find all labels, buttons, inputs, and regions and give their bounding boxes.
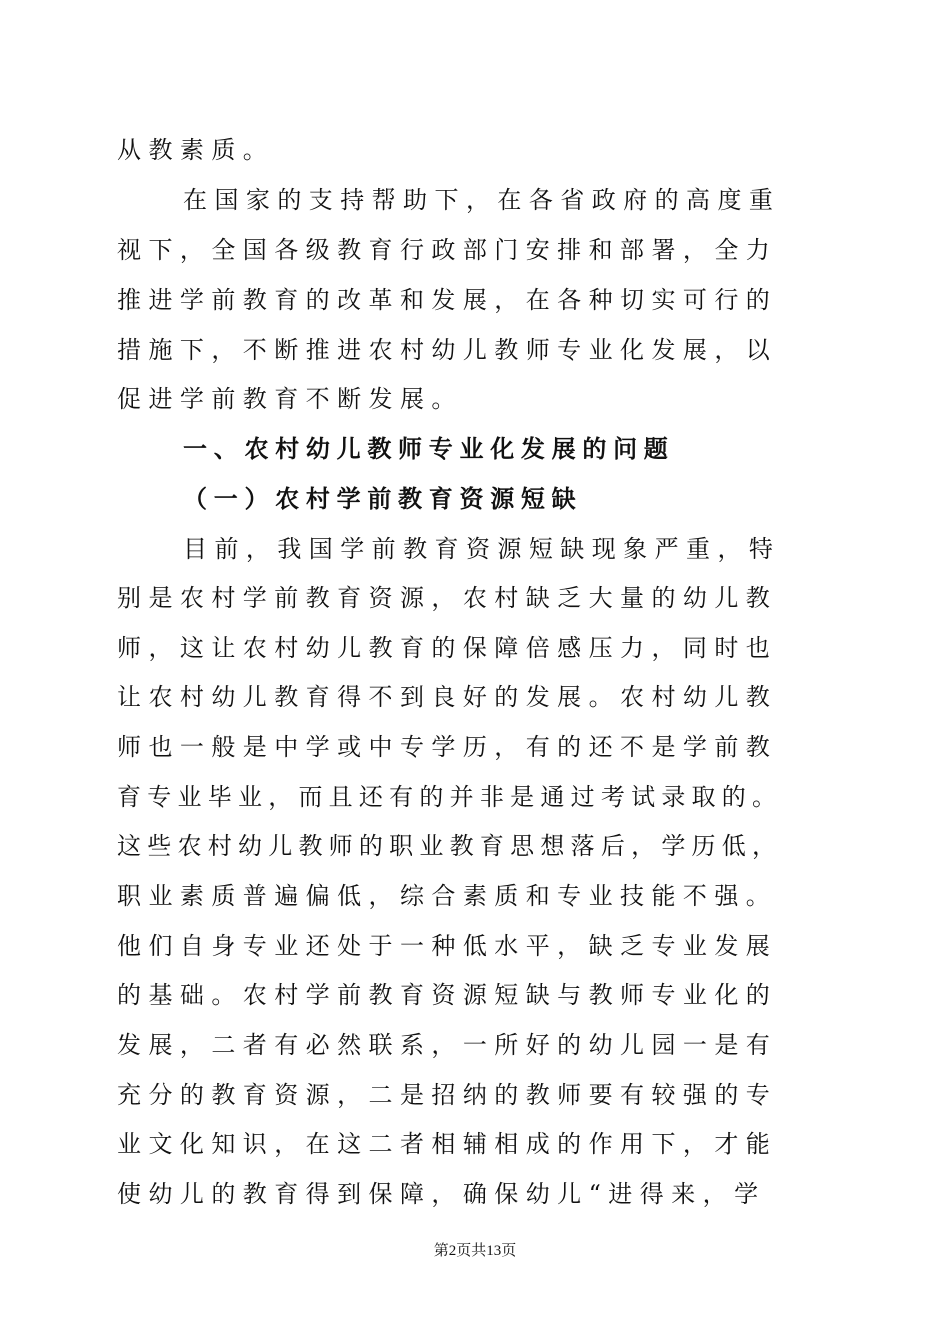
text-line: 职业素质普遍偏低，综合素质和专业技能不强。 xyxy=(117,882,778,910)
text-line: 视下，全国各级教育行政部门安排和部署，全力 xyxy=(117,236,778,264)
text-line: 育专业毕业，而且还有的并非是通过考试录取的。 xyxy=(117,783,783,811)
text-line: 促进学前教育不断发展。 xyxy=(117,385,463,413)
section-heading: 一、农村幼儿教师专业化发展的问题 xyxy=(183,434,675,463)
text-line: 他们自身专业还处于一种低水平，缺乏专业发展 xyxy=(117,932,778,960)
text-line: 从教素质。 xyxy=(117,136,275,164)
text-line: 别是农村学前教育资源，农村缺乏大量的幼儿教 xyxy=(117,584,778,612)
text-line: 发展，二者有必然联系，一所好的幼儿园一是有 xyxy=(117,1031,778,1059)
subsection-heading: （一）农村学前教育资源短缺 xyxy=(183,484,583,513)
text-line: 的基础。农村学前教育资源短缺与教师专业化的 xyxy=(117,981,778,1009)
text-line: 师也一般是中学或中专学历，有的还不是学前教 xyxy=(117,733,778,761)
text-line: 充分的教育资源，二是招纳的教师要有较强的专 xyxy=(117,1081,778,1109)
text-line: 让农村幼儿教育得不到良好的发展。农村幼儿教 xyxy=(117,683,778,711)
text-line: 目前，我国学前教育资源短缺现象严重，特 xyxy=(183,535,781,563)
page-number-footer: 第2页共13页 xyxy=(433,1243,517,1259)
text-line: 师，这让农村幼儿教育的保障倍感压力，同时也 xyxy=(117,634,778,662)
text-line: 业文化知识，在这二者相辅相成的作用下，才能 xyxy=(117,1130,778,1158)
text-line: 使幼儿的教育得到保障，确保幼儿“进得来，学 xyxy=(117,1180,766,1208)
text-line: 在国家的支持帮助下，在各省政府的高度重 xyxy=(183,186,781,214)
text-line: 措施下，不断推进农村幼儿教师专业化发展，以 xyxy=(117,336,778,364)
text-line: 推进学前教育的改革和发展，在各种切实可行的 xyxy=(117,286,778,314)
text-line: 这些农村幼儿教师的职业教育思想落后，学历低， xyxy=(117,832,783,860)
